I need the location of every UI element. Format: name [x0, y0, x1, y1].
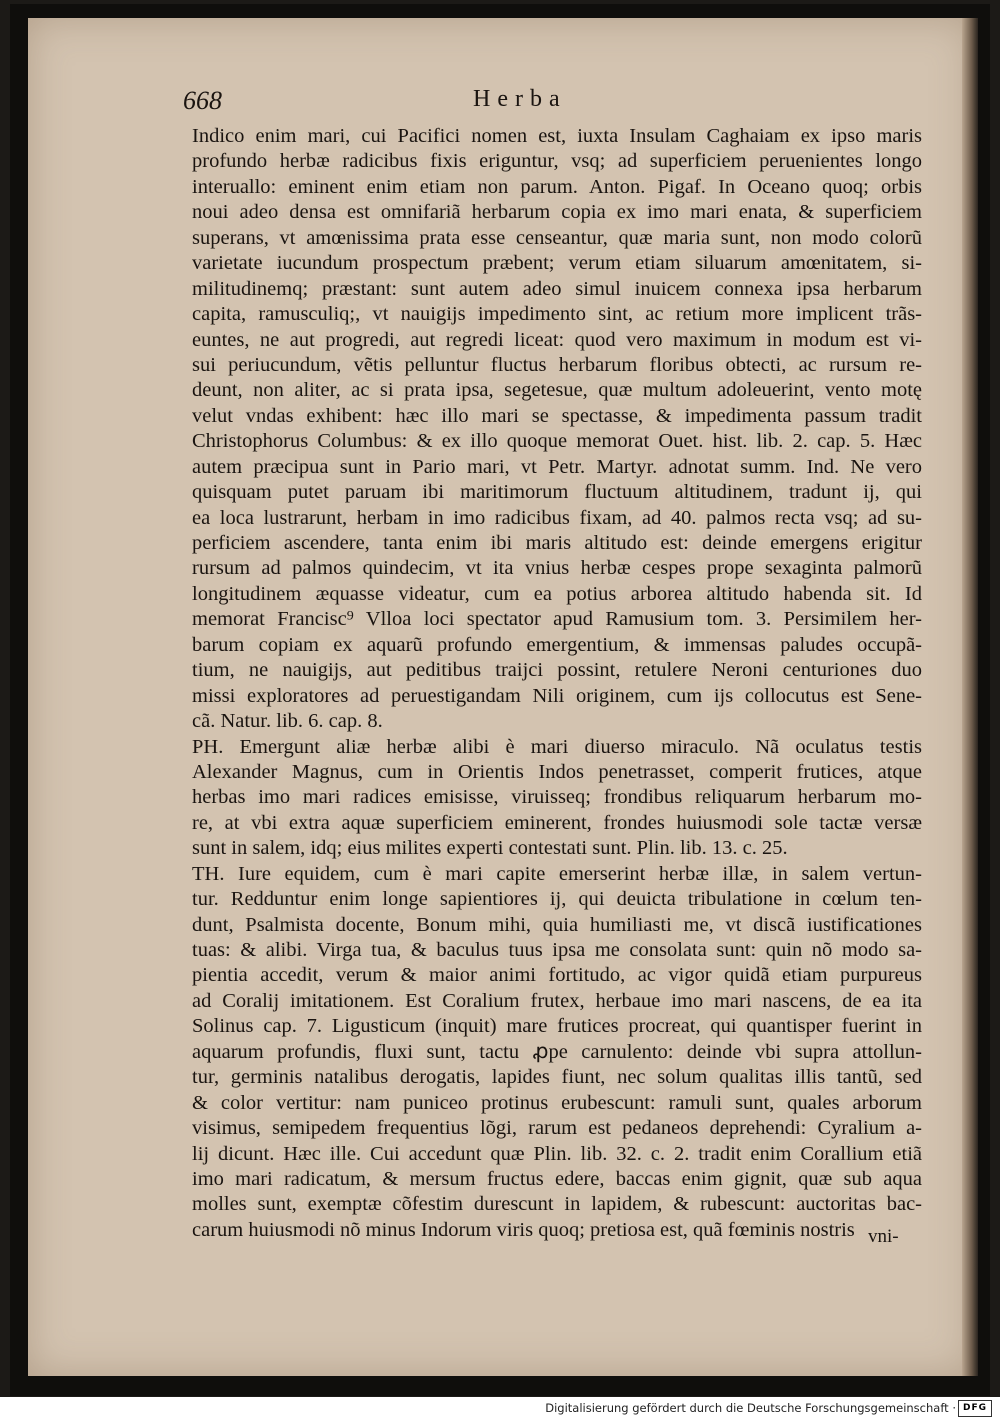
footer-bar [0, 1397, 1000, 1419]
text-line: interuallo: eminent enim etiam non parum. Anton. Pigaf. In Oceano quoq; orbis [192, 175, 922, 198]
text-line: pientia accedit, verum & maior animi fortitudo, ac vigor quidã etiam purpureus [192, 964, 922, 987]
page-edge [962, 18, 978, 1376]
text-line: rursum ad palmos quindecim, vt ita vnius herbæ cespes prope sexaginta palmorũ [192, 557, 922, 580]
text-line: Christophorus Columbus: & ex illo quoque memorat Ouet. hist. lib. 2. cap. 5. Hæc [192, 430, 922, 453]
text-line: carum huiusmodi nõ minus Indorum viris quoq; pretiosa est, quã fœminis nostris [192, 1218, 855, 1241]
text-line: barum copiam ex aquarũ profundo emergentium, & immensas paludes occupã- [192, 633, 922, 656]
text-line: PH. Emergunt aliæ herbæ alibi è mari diuerso miraculo. Nã oculatus testis [192, 735, 922, 758]
text-line: varietate iucundum prospectum præbent; verum etiam siluarum amœnitatem, si- [192, 252, 922, 275]
text-line: capita, ramusculiq;, vt nauigijs impedimento sint, ac retium more implicent trãs- [192, 303, 922, 326]
text-line: sui periucundum, vẽtis pelluntur fluctus herbarum floribus obtecti, ac rursum re- [192, 353, 922, 376]
text-line: noui adeo densa est omnifariã herbarum copia ex imo mari enata, & superficiem [192, 201, 922, 224]
funding-credit: Digitalisierung gefördert durch die Deutsche Forschungsgemeinschaft · [545, 1401, 956, 1415]
text-line: tuas: & alibi. Virga tua, & baculus tuus ipsa me consolata sunt: quin nõ modo sa- [192, 939, 922, 961]
text-line: aquarum profundis, fluxi sunt, tactu ꝓpe carnulento: deinde vbi supra attollun- [192, 1040, 922, 1063]
text-line: TH. Iure equidem, cum è mari capite emerserint herbæ illæ, in salem vertun- [192, 862, 922, 885]
text-line: Alexander Magnus, cum in Orientis Indos penetrasset, comperit frutices, atque [192, 760, 922, 783]
text-line: superans, vt amœnissima prata esse censeantur, quæ maria sunt, non modo colorũ [192, 226, 922, 249]
text-line: cã. Natur. lib. 6. cap. 8. [192, 710, 383, 733]
text-line: quisquam putet paruam ibi maritimorum fluctuum altitudinem, tradunt ij, qui [192, 481, 922, 504]
text-line: deunt, non aliter, ac si prata ipsa, segetesue, quæ multum adoleuerint, vento motę [192, 379, 922, 402]
text-line: missi exploratores ad peruestigandam Nili originem, cum ijs collocutus est Sene- [192, 684, 922, 707]
text-line: memorat Francisc⁹ Vlloa loci spectator apud Ramusium tom. 3. Persimilem her- [192, 608, 922, 631]
text-line: lij dicunt. Hæc ille. Cui accedunt quæ Plin. lib. 32. c. 2. tradit enim Corallium etiã [192, 1142, 922, 1165]
catchword: vni- [868, 1226, 899, 1247]
text-line: autem præcipua sunt in Pario mari, vt Petr. Martyr. adnotat summ. Ind. Ne vero [192, 455, 922, 478]
text-line: dunt, Psalmista docente, Bonum mihi, quia humiliasti me, vt discã iustificationes [192, 913, 922, 936]
text-line: visimus, semipedem frequentius lõgi, rarum est pedaneos deprehendi: Cyralium a- [192, 1117, 922, 1140]
running-title: Herba [473, 86, 567, 112]
text-line: profundo herbæ radicibus fixis eriguntur, vsq; ad superficiem peruenientes longo [192, 150, 922, 173]
text-line: tur. Redduntur enim longe sapientiores ij, qui deuicta tribulatione in cœlum ten- [192, 888, 922, 911]
text-line: re, at vbi extra aquæ superficiem eminerent, frondes huiusmodi sole tactæ versæ [192, 811, 922, 834]
text-line: ad Coralij imitationem. Est Coralium frutex, herbaue imo mari nascens, de ea ita [192, 989, 922, 1012]
text-line: ea loca lustrarunt, herbam in imo radicibus fixam, ad 40. palmos recta vsq; ad su- [192, 506, 922, 529]
text-line: Solinus cap. 7. Ligusticum (inquit) mare frutices procreat, qui quantisper fuerint in [192, 1015, 922, 1038]
text-line: molles sunt, exemptæ cõfestim durescunt in lapidem, & rubescunt: auctoritas bac- [192, 1193, 922, 1216]
text-line: imo mari radicatum, & mersum fructus edere, baccas enim gignit, quæ sub aqua [192, 1167, 922, 1190]
page-header [183, 86, 623, 120]
dfg-logo: DFG [958, 1400, 992, 1417]
text-line: Indico enim mari, cui Pacifici nomen est, iuxta Insulam Caghaiam ex ipso maris [192, 125, 922, 147]
text-line: herbas imo mari radices emisisse, viruisseq; frondibus reliquarum herbarum mo- [192, 786, 922, 809]
text-line: euntes, ne aut progredi, aut regredi liceat: quod vero maximum in modum est vi- [192, 328, 922, 351]
text-line: tium, ne nauigijs, aut peditibus traijci possint, retulere Neroni centuriones duo [192, 659, 922, 682]
text-line: velut vndas exhibent: hæc illo mari se spectasse, & impedimenta passum tradit [192, 404, 922, 427]
page-number: 668 [183, 86, 222, 115]
text-line: perficiem ascendere, tanta enim ibi maris altitudo est: deinde emergens erigitur [192, 532, 922, 554]
text-line: militudinemq; præstant: sunt autem adeo simul inuicem connexa ipsa herbarum [192, 277, 922, 300]
text-line: & color vertitur: nam puniceo protinus erubescunt: ramuli sunt, quales arborum [192, 1091, 922, 1114]
text-line: sunt in salem, idq; eius milites experti contestati sunt. Plin. lib. 13. c. 25. [192, 837, 788, 860]
body-text [192, 124, 922, 1243]
text-line: tur, germinis natalibus derogatis, lapides fiunt, nec solum qualitas illis tantũ, sed [192, 1066, 922, 1089]
text-line: longitudinem æquasse videatur, cum ea potius arborea altitudo habenda sit. Id [192, 582, 922, 605]
